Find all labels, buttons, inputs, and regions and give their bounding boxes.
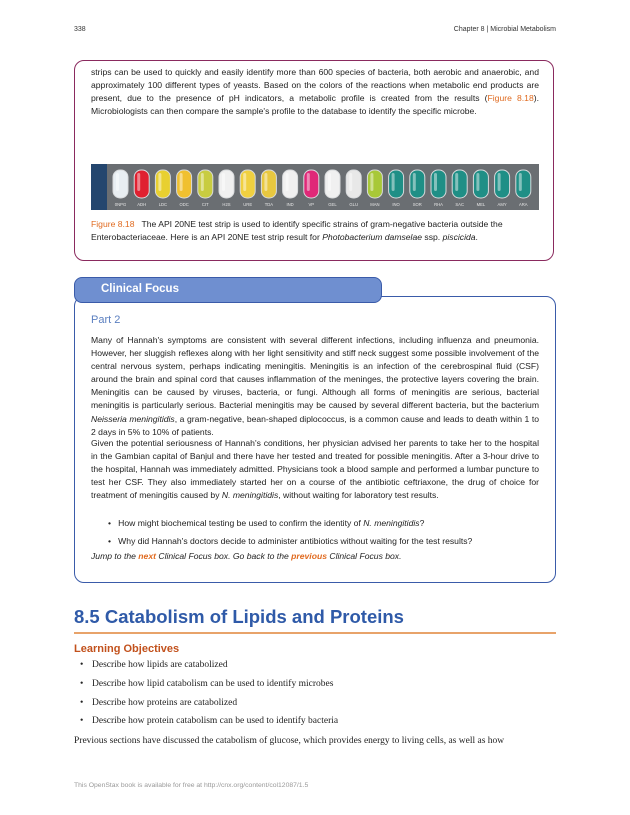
p2-text: Given the potential seriousness of Hannah's conditions, her physician advised her parents to take her to the hospital in the Gambian capital of Banjul and there have her tested and treated for possible meningitis. After a 3-hour drive to the hospital, Hannah was immediately admitted. Physicians took a blood sample and performed a lumbar puncture to test her CSF. They also immediately started her on a course of the antibiotic ceftriaxone, the drug of choice for treatment of meningitis caused by — [91, 438, 539, 501]
strip-label: INO — [392, 202, 400, 207]
clinical-focus-tab: Clinical Focus — [74, 277, 382, 303]
strip-label: ODC — [179, 202, 189, 207]
strip-label: VP — [308, 202, 315, 207]
strip-label: IND — [286, 202, 294, 207]
jump-text-b: Clinical Focus box. Go back to the — [155, 551, 292, 561]
jump-text-a: Jump to the — [91, 551, 139, 561]
cupule-highlight — [307, 173, 310, 191]
strip-cupule — [516, 170, 531, 198]
caption-end: . — [475, 231, 478, 242]
strip-label: MEL — [476, 202, 486, 207]
p2-species: N. meningitidis — [221, 490, 279, 501]
strip-cupule — [325, 170, 340, 198]
caption-species: Photobacterium damselae — [322, 231, 423, 242]
q2-text: Why did Hannah's doctors decide to administer antibiotics without waiting for the test results? — [118, 536, 473, 546]
figure-text-after: ). Microbiologists can then compare the sample's profile to the database to identify the specific microbe. — [91, 93, 539, 117]
figure-ref-link[interactable]: Figure 8.18 — [487, 93, 534, 104]
question-2: • Why did Hannah's doctors decide to administer antibiotics without waiting for the test results? — [108, 536, 473, 546]
strip-cupule — [283, 170, 298, 198]
learning-objectives-title: Learning Objectives — [74, 643, 180, 655]
strip-cupule — [346, 170, 361, 198]
cupule-highlight — [392, 173, 395, 191]
strip-cupule — [155, 170, 170, 198]
cupule-highlight — [476, 173, 479, 191]
strip-label: GLU — [349, 202, 359, 207]
cupule-highlight — [222, 173, 225, 191]
cupule-highlight — [519, 173, 522, 191]
clinical-focus-part: Part 2 — [91, 314, 121, 326]
cupule-highlight — [498, 173, 501, 191]
q1-end: ? — [419, 518, 425, 528]
objective-text: Describe how lipid catabolism can be used to identify microbes — [92, 679, 334, 689]
q1-species: N. meningitidis — [363, 518, 420, 528]
cupule-highlight — [434, 173, 437, 191]
strip-label-end — [91, 164, 107, 210]
section-body-text: Previous sections have discussed the catabolism of glucose, which provides energy to living cells, as well as how — [74, 736, 505, 746]
bullet: • — [80, 679, 84, 689]
strip-label: ARA — [518, 202, 528, 207]
strip-cupule — [240, 170, 255, 198]
strip-cupule — [219, 170, 234, 198]
objective-text: Describe how protein catabolism can be used to identify bacteria — [92, 716, 339, 726]
strip-cupule — [304, 170, 319, 198]
chapter-header: Chapter 8 | Microbial Metabolism — [453, 26, 556, 33]
strip-cupule — [473, 170, 488, 198]
question-1: • How might biochemical testing be used to confirm the identity of N. meningitidis? — [108, 518, 425, 528]
strip-cupule — [177, 170, 192, 198]
jump-text-c: Clinical Focus box. — [326, 551, 402, 561]
q1-text: How might biochemical testing be used to confirm the identity of — [118, 518, 364, 528]
cupule-highlight — [328, 173, 331, 191]
clinical-focus-paragraph-2 — [91, 437, 539, 502]
p2-text-end: , without waiting for laboratory test results. — [278, 490, 439, 501]
strip-label: URE — [243, 202, 253, 207]
objective-item — [80, 698, 237, 708]
strip-cupule — [452, 170, 467, 198]
strip-cupule — [261, 170, 276, 198]
page-number: 338 — [74, 26, 86, 33]
cupule-highlight — [455, 173, 458, 191]
strip-label: MAN — [370, 202, 380, 207]
page-footer: This OpenStax book is available for free at http://cnx.org/content/col12087/1.5 — [74, 782, 309, 789]
strip-cupule — [495, 170, 510, 198]
strip-label: ADH — [137, 202, 147, 207]
p1-text: Many of Hannah's symptoms are consistent with several different infections, including influenza and pneumonia. However, her sluggish reflexes along with her light sensitivity and stiff neck suggest some possible involvement of the central nervous system, perhaps indicating meningitis. Meningitis is an infection of the cerebrospinal fluid (CSF) around the brain and spinal cord that causes inflammation of the meninges, the protective layers covering the brain. Meningitis can be caused by viruses, bacteria, or fungi. Although all forms of meningitis are serious, bacterial meningitis is particularly serious. Bacterial meningitis may be caused by several different bacteria, but the bacterium — [91, 335, 539, 411]
caption-ssp: ssp. — [422, 231, 443, 242]
objective-item — [80, 679, 333, 689]
objective-text: Describe how lipids are catabolized — [92, 660, 228, 670]
caption-text: The API 20NE test strip is used to identify specific strains of gram-negative bacteria outside the Enterobacteriaceae. Here is an API 20NE test strip result for — [91, 219, 503, 242]
strip-label: TDA — [264, 202, 274, 207]
cupule-highlight — [116, 173, 119, 191]
cupule-highlight — [349, 173, 352, 191]
objective-item — [80, 660, 228, 670]
cupule-highlight — [264, 173, 267, 191]
objective-text: Describe how proteins are catabolized — [92, 698, 238, 708]
strip-cupule — [410, 170, 425, 198]
figure-text-before: strips can be used to quickly and easily identify more than 600 species of bacteria, both aerobic and anaerobic, and approximately 100 different types of yeasts. Based on the colors of the reactions when metabolic end products are present, due to the presence of pH indicators, a metabolic profile is created from the results ( — [91, 67, 539, 104]
p1-species: Neisseria meningitidis — [91, 413, 175, 424]
p1-text-end: , a gram-negative, bean-shaped diplococcus, is a common cause and leads to death within 1 to 2 days in 5% to 10% of patients. — [91, 413, 539, 437]
strip-cupule — [367, 170, 382, 198]
section-title: 8.5 Catabolism of Lipids and Proteins — [74, 606, 404, 627]
caption-subspecies: piscicida — [442, 231, 476, 242]
strip-cupule — [389, 170, 404, 198]
section-rule — [74, 632, 556, 634]
strip-label: CIT — [201, 202, 209, 207]
strip-label: SAC — [455, 202, 465, 207]
clinical-focus-jump — [91, 551, 402, 561]
cupule-highlight — [158, 173, 161, 191]
cupule-highlight — [243, 173, 246, 191]
cupule-highlight — [370, 173, 373, 191]
bullet: • — [80, 698, 84, 708]
strip-label: 0NPG — [114, 202, 127, 207]
strip-cupule — [431, 170, 446, 198]
strip-label: LDC — [158, 202, 168, 207]
next-link[interactable]: next — [138, 551, 156, 561]
cupule-highlight — [201, 173, 204, 191]
figure-box-text — [91, 66, 539, 118]
strip-label: GEL — [328, 202, 337, 207]
bullet: • — [80, 716, 84, 726]
strip-label: RHA — [434, 202, 443, 207]
cupule-highlight — [180, 173, 183, 191]
strip-label: AMY — [497, 202, 507, 207]
caption-label: Figure 8.18 — [91, 219, 135, 229]
strip-label: H2S — [222, 202, 231, 207]
strip-cupule — [113, 170, 128, 198]
cupule-highlight — [137, 173, 140, 191]
clinical-focus-paragraph-1 — [91, 334, 539, 439]
strip-label: SOR — [412, 202, 422, 207]
figure-caption — [91, 218, 539, 243]
cupule-highlight — [413, 173, 416, 191]
objective-item — [80, 716, 338, 726]
strip-cupule — [134, 170, 149, 198]
strip-cupule — [198, 170, 213, 198]
api-20ne-test-strip-image — [91, 164, 539, 210]
previous-link[interactable]: previous — [291, 551, 327, 561]
bullet: • — [80, 660, 84, 670]
cupule-highlight — [286, 173, 289, 191]
